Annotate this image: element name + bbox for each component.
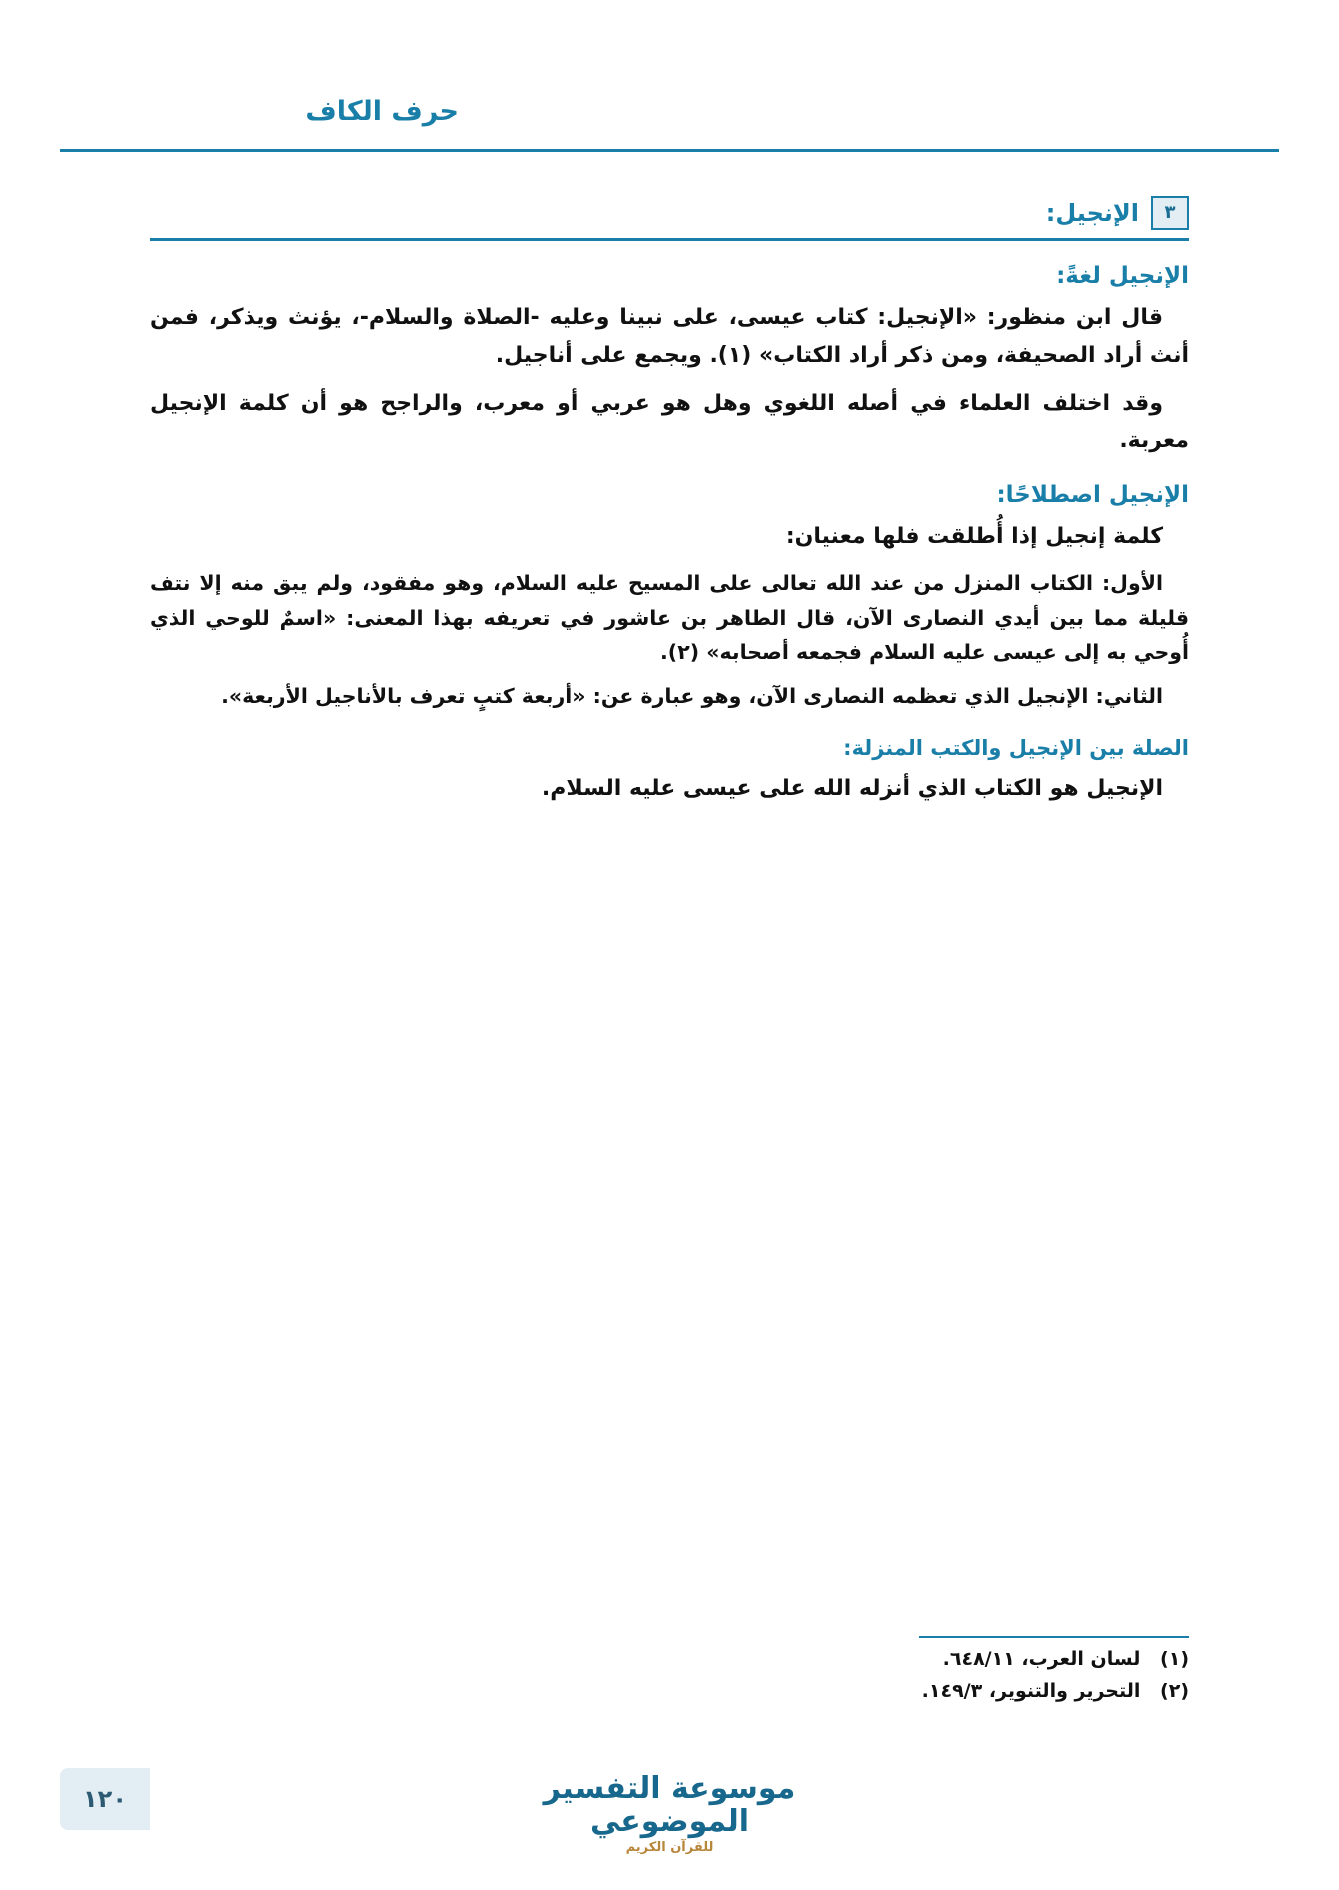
footnote-mark: (١) — [1160, 1648, 1189, 1670]
paragraph: وقد اختلف العلماء في أصله اللغوي وهل هو عربي أو معرب، والراجح هو أن كلمة الإنجيل معربة. — [150, 390, 1189, 454]
footnote-mark: (٢) — [1160, 1680, 1189, 1702]
section-heading-linguistic: الإنجيل لغةً: — [1056, 263, 1189, 289]
entry-heading — [150, 196, 1189, 230]
paragraph: الثاني: الإنجيل الذي تعظمه النصارى الآن، وهو عبارة عن: «أربعة كتبٍ تعرف بالأناجيل الأربعة». — [221, 684, 1163, 709]
publisher-logo-main: موسوعة التفسير الموضوعي — [543, 1771, 796, 1839]
header-chapter-title: حرف الكاف — [305, 96, 459, 127]
footnotes-block — [150, 1636, 1189, 1702]
page-header — [60, 96, 1279, 156]
footnote-text: لسان العرب، ٦٤٨/١١. — [942, 1648, 1141, 1670]
footnote-item — [150, 1648, 1189, 1670]
paragraph: قال ابن منظور: «الإنجيل: كتاب عيسى، على نبينا وعليه -الصلاة والسلام-، يؤنث ويذكر، فمن أنث أراد الصحيفة، ومن ذكر أراد الكتاب» (١). ويجمع على أناجيل. — [150, 305, 1189, 368]
paragraph: الإنجيل هو الكتاب الذي أنزله الله على عيسى عليه السلام. — [541, 775, 1163, 801]
footnote-item — [150, 1680, 1189, 1702]
header-divider — [60, 149, 1279, 152]
footnote-text: التحرير والتنوير، ١٤٩/٣. — [921, 1680, 1141, 1702]
page-content — [150, 196, 1189, 808]
entry-number-badge: ٣ — [1151, 196, 1189, 230]
paragraph: الأول: الكتاب المنزل من عند الله تعالى على المسيح عليه السلام، وهو مفقود، ولم يبق منه إلا نتف قليلة مما بين أيدي النصارى الآن، قال الطاهر بن عاشور في تعريفه بهذا المعنى: «اسمٌ للوحي الذي أُوحي به إلى عيسى عليه السلام فجمعه أصحابه» (٢). — [150, 571, 1189, 665]
section-heading-technical: الإنجيل اصطلاحًا: — [996, 482, 1189, 509]
footnote-divider — [919, 1636, 1189, 1638]
entry-divider — [150, 238, 1189, 241]
section-heading-relation: الصلة بين الإنجيل والكتب المنزلة: — [843, 735, 1189, 760]
page-number: ١٢٠ — [60, 1768, 150, 1830]
entry-title: الإنجيل: — [1045, 199, 1139, 227]
publisher-logo — [535, 1772, 805, 1855]
paragraph: كلمة إنجيل إذا أُطلقت فلها معنيان: — [785, 524, 1163, 550]
publisher-logo-sub: للقرآن الكريم — [625, 1840, 714, 1855]
